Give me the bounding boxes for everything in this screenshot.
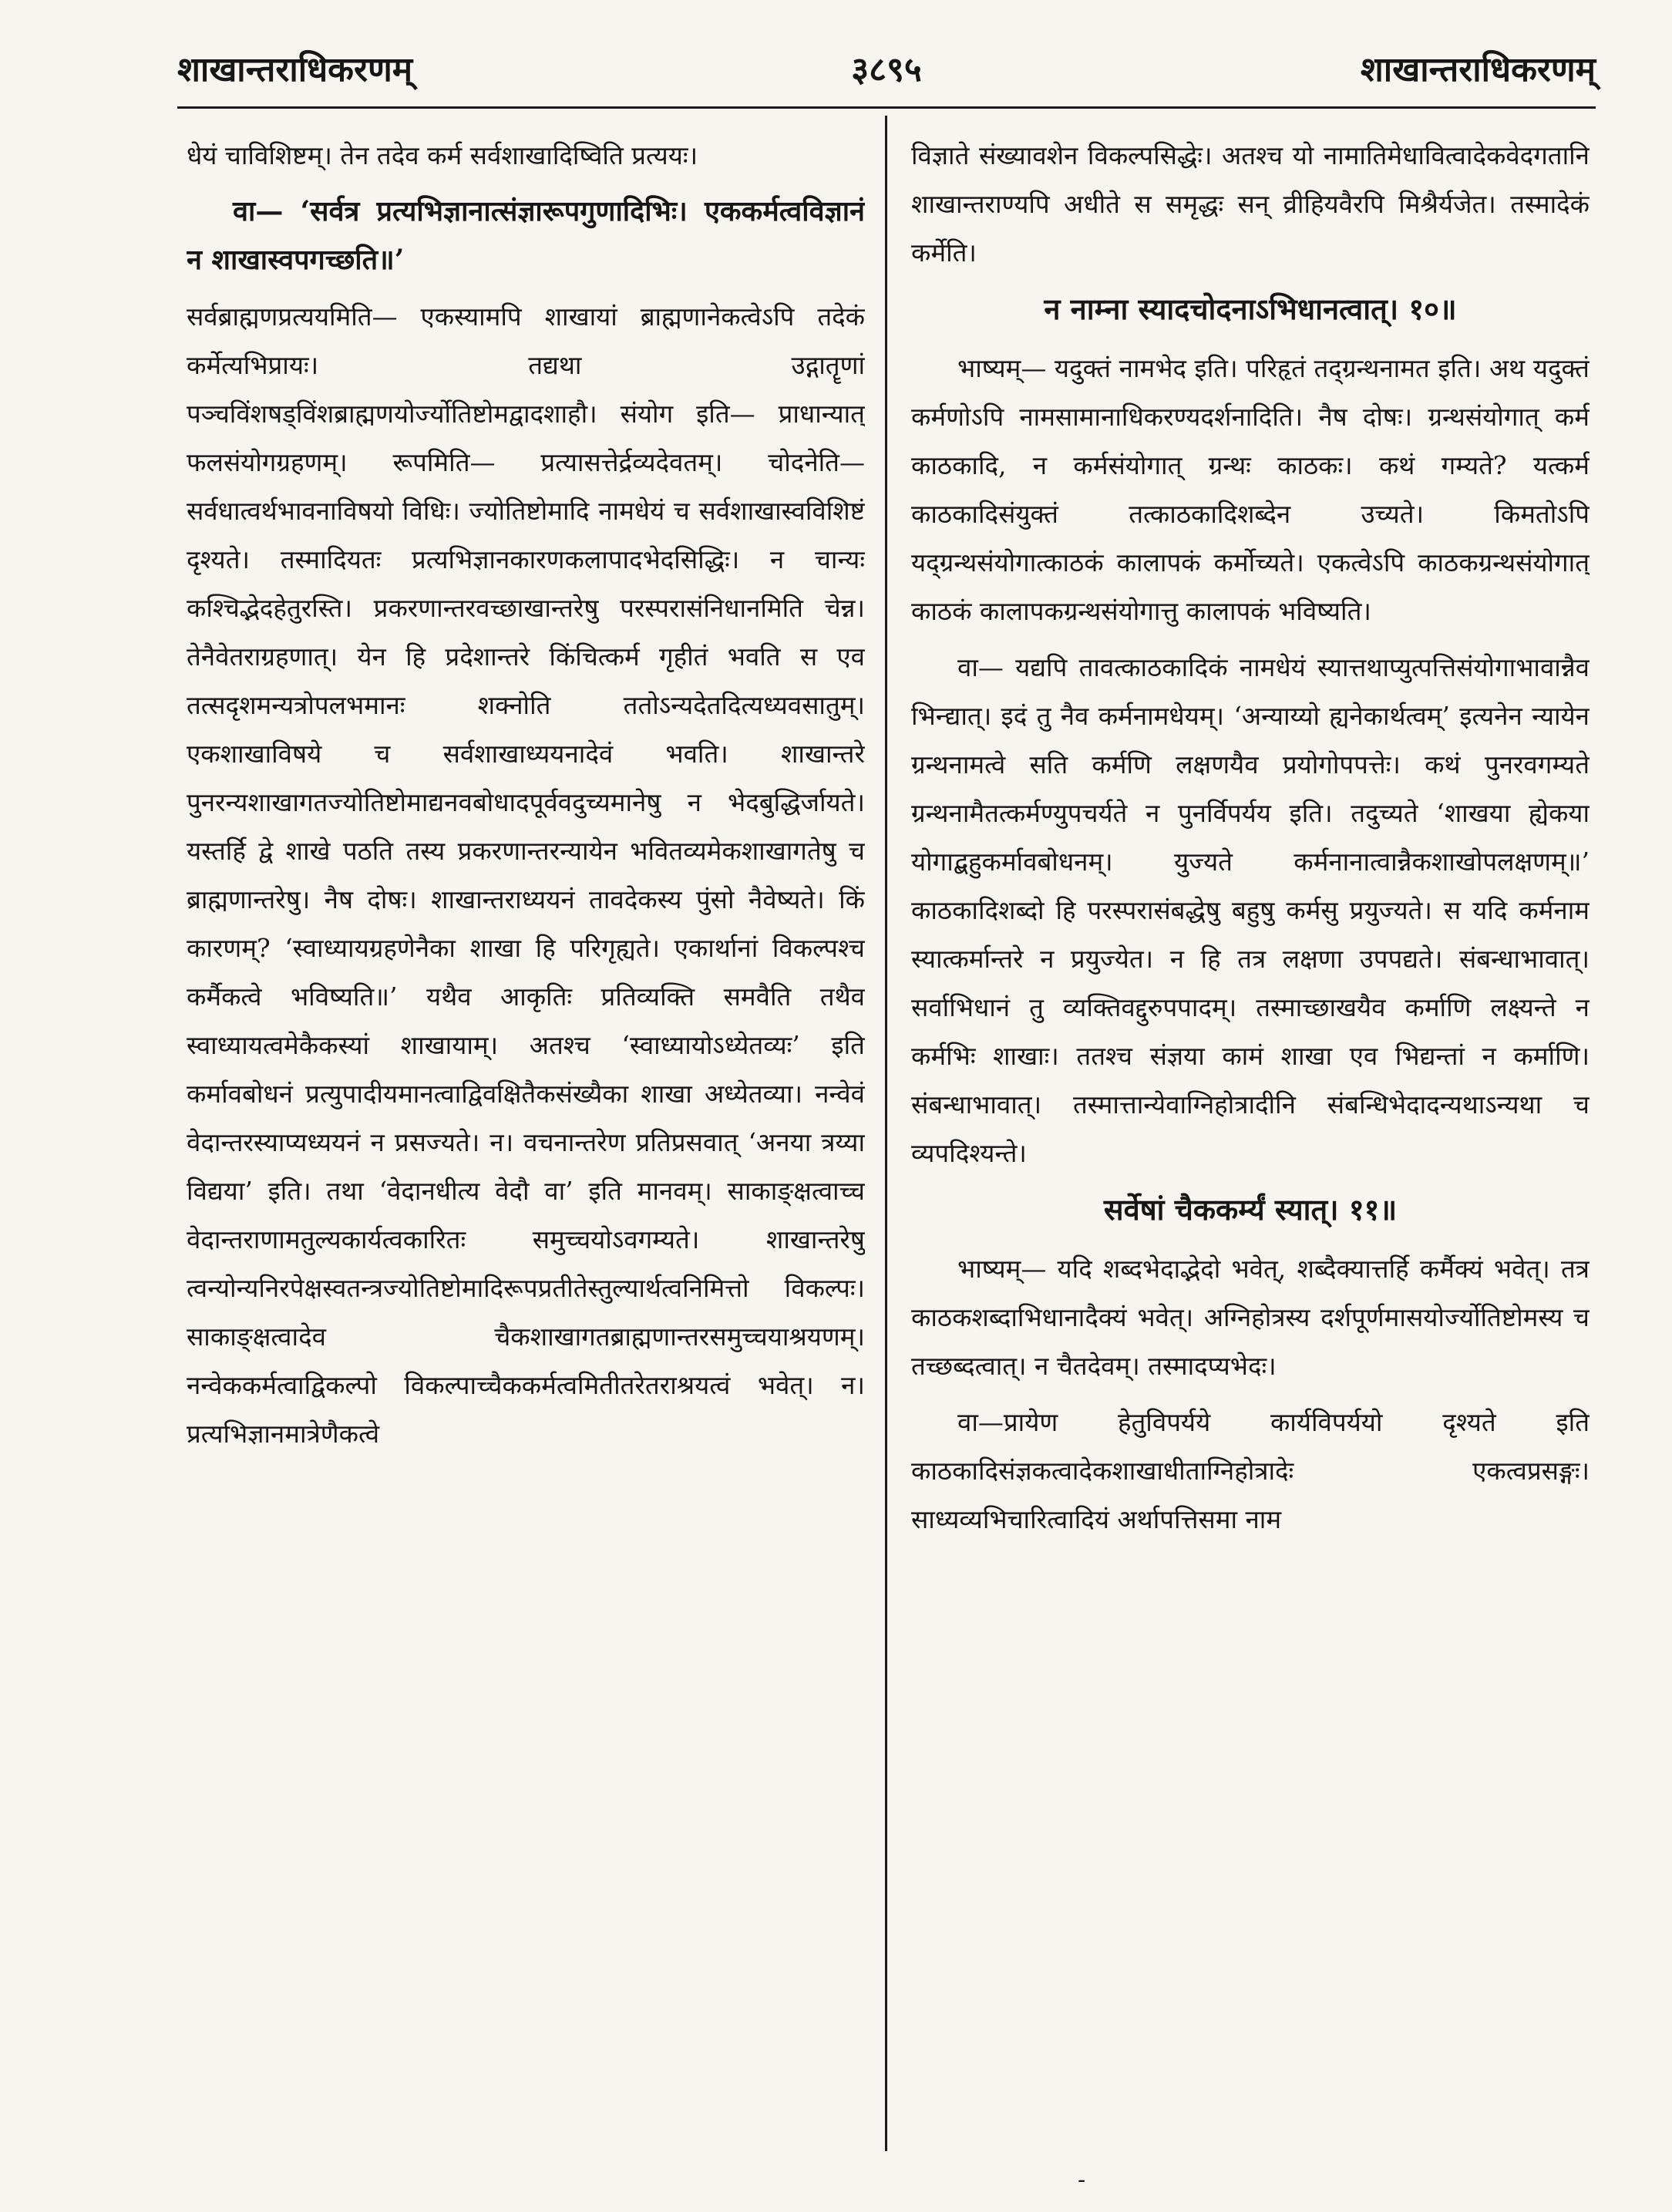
vartika-paragraph: वा—प्रायेण हेतुविपर्यये कार्यविपर्ययो दृश्यते इति काठकादिसंज्ञकत्वादेकशाखाधीताग्निहोत्रादेः एकत्वप्रसङ्गः। साध्यव्यभिचारित्वादियं अर्थापत्तिसमा नाम xyxy=(911,1407,1590,1534)
column-divider xyxy=(885,116,887,2151)
paragraph: सर्वब्राह्मणप्रत्ययमिति— एकस्यामपि शाखायां ब्राह्मणानेकत्वेऽपि तदेकं कर्मेत्यभिप्रायः। तद्यथा उद्गातॄणां पञ्चविंशषड्विंशब्राह्मणयोर्ज्योतिष्टोमद्वादशाहौ। संयोग इति— प्राधान्यात् फलसंयोगग्रहणम्। रूपमिति— प्रत्यासत्तेर्द्रव्यदेवतम्। चोदनेति— सर्वधात्वर्थभावनाविषयो विधिः। ज्योतिष्टोमादि नामधेयं च सर्वशाखास्वविशिष्टं दृश्यते। तस्मादियतः प्रत्यभिज्ञानकारणकलापादभेदसिद्धिः। न चान्यः कश्चिद्भेदहेतुरस्ति। प्रकरणान्तरवच्छाखान्तरेषु परस्परासंनिधानमिति चेन्न। तेनैवेतराग्रहणात्। येन हि प्रदेशान्तरे किंचित्कर्म गृहीतं भवति स एव तत्सदृशमन्यत्रोपलभमानः शक्नोति ततोऽन्यदेतदित्यध्यवसातुम्। एकशाखाविषये च सर्वशाखाध्ययनादेवं भवति। शाखान्तरे पुनरन्यशाखागतज्योतिष्टोमाद्यनवबोधादपूर्ववदुच्यमानेषु न भेदबुद्धिर्जायते। यस्तर्हि द्वे शाखे पठति तस्य प्रकरणान्तरन्यायेन भवितव्यमेकशाखागतेषु च ब्राह्मणान्तरेषु। नैष दोषः। शाखान्तराध्ययनं तावदेकस्य पुंसो नैवेष्यते। किं कारणम्? ‘स्वाध्यायग्रहणेनैका शाखा हि परिगृह्यते। एकार्थानां विकल्पश्च कर्मैकत्वे भविष्यति॥’ यथैव आकृतिः प्रतिव्यक्ति समवैति तथैव स्वाध्यायत्वमेकैकस्यां शाखायाम्। अतश्च ‘स्वाध्यायोऽध्येतव्यः’ इति कर्मावबोधनं प्रत्युपादीयमानत्वाद्विवक्षितैकसंख्यैका शाखा अध्येतव्या। नन्वेवं वेदान्तरस्याप्यध्ययनं न प्रसज्यते। न। वचनान्तरेण प्रतिप्रसवात् ‘अनया त्रय्या विद्यया’ इति। तथा ‘वेदानधीत्य वेदौ वा’ इति मानवम्। साकाङ्क्षत्वाच्च वेदान्तराणामतुल्यकार्यत्वकारितः समुच्चयोऽवगम्यते। शाखान्तरेषु त्वन्योन्यनिरपेक्षस्वतन्त्रज्योतिष्टोमादिरूपप्रतीतेस्तुल्यार्थत्वनिमित्तो विकल्पः। साकाङ्क्षत्वादेव चैकशाखागतब्राह्मणान्तरसमुच्चयाश्रयणम्। नन्वेककर्मत्वाद्विकल्पो विकल्पाच्चैककर्मत्वमितीतरेतराश्रयत्वं भवेत्। न। प्रत्यभिज्ञानमात्रेणैकत्वे xyxy=(187,301,865,1449)
header-title-right: शाखान्तराधिकरणम् xyxy=(1360,50,1596,89)
paragraph: धेयं चाविशिष्टम्। तेन तदेव कर्म सर्वशाखादिष्विति प्रत्ययः। xyxy=(187,140,698,170)
running-header xyxy=(177,45,1596,99)
left-column xyxy=(187,131,865,2167)
vartika-paragraph: वा— यद्यपि तावत्काठकादिकं नामधेयं स्यात्तथाप्युत्पत्तिसंयोगाभावान्नैव भिन्द्यात्। इदं तु नैव कर्मनामधेयम्। ‘अन्याय्यो ह्यनेकार्थत्वम्’ इत्यनेन न्यायेन ग्रन्थनामत्वे सति कर्मणि लक्षणयैव प्रयोगोपपत्तेः। कथं पुनरवगम्यते ग्रन्थनामैतत्कर्मण्युपचर्यते न पुनर्विपर्यय इति। तदुच्यते ‘शाखया ह्येकया योगाद्बहुकर्मावबोधनम्। युज्यते कर्मनानात्वान्नैकशाखोपलक्षणम्॥’ काठकादिशब्दो हि परस्परासंबद्धेषु बहुषु कर्मसु प्रयुज्यते। स यदि कर्मनाम स्यात्कर्मान्तरे न प्रयुज्येत। न हि तत्र लक्षणा उपपद्यते। संबन्धाभावात्। सर्वाभिधानं तु व्यक्तिवद्दुरुपपादम्। तस्माच्छाखयैव कर्माणि लक्ष्यन्ते न कर्मभिः शाखाः। ततश्च संज्ञया कामं शाखा एव भिद्यन्तां न कर्माणि। संबन्धाभावात्। तस्मात्तान्येवाग्निहोत्रादीनि संबन्धिभेदादन्यथाऽन्यथा च व्यपदिश्यन्ते। xyxy=(911,652,1590,1168)
sutra-heading: न नाम्ना स्यादचोदनाऽभिधानत्वात्। १०॥ xyxy=(1044,291,1457,326)
sutra-heading: सर्वेषां चैककर्म्यं स्यात्। ११॥ xyxy=(1103,1192,1398,1227)
page-number: ३८९५ xyxy=(851,50,922,89)
verse-quote: वा— ‘सर्वत्र प्रत्यभिज्ञानात्संज्ञारूपगुणादिभिः। एककर्मत्वविज्ञानं न शाखास्वपगच्छति॥’ xyxy=(187,195,865,276)
bhashya-paragraph: भाष्यम्— यदि शब्दभेदाद्भेदो भवेत्, शब्दैक्यात्तर्हि कर्मैक्यं भवेत्। तत्र काठकशब्दाभिधानादैक्यं भवेत्। अग्निहोत्रस्य दर्शपूर्णमासयोर्ज्योतिष्टोमस्य च तच्छब्दत्वात्। न चैतदेवम्। तस्मादप्यभेदः। xyxy=(911,1254,1590,1381)
header-title-left: शाखान्तराधिकरणम् xyxy=(177,50,413,89)
right-column xyxy=(911,131,1590,2167)
bhashya-paragraph: भाष्यम्— यदुक्तं नामभेद इति। परिहृतं तद्ग्रन्थनामत इति। अथ यदुक्तं कर्मणोऽपि नामसामानाधिकरण्यदर्शनादिति। नैष दोषः। ग्रन्थसंयोगात् कर्म काठकादि, न कर्मसंयोगात् ग्रन्थः काठकः। कथं गम्यते? यत्कर्म काठकादिसंयुक्तं तत्काठकादिशब्देन उच्यते। किमतोऽपि यद्ग्रन्थसंयोगात्काठकं कालापकं कर्मोच्यते। एकत्वेऽपि काठकग्रन्थसंयोगात् काठकं कालापकग्रन्थसंयोगात्तु कालापकं भविष्यति। xyxy=(911,353,1590,626)
footer-mark: - xyxy=(1078,2167,1086,2193)
header-rule xyxy=(177,106,1596,109)
paragraph: विज्ञाते संख्यावशेन विकल्पसिद्धेः। अतश्च यो नामातिमेधावित्वादेकवेदगतानि शाखान्तराण्यपि अधीते स समृद्धः सन् व्रीहियवैरपि मिश्रैर्यजेत। तस्मादेकं कर्मेति। xyxy=(911,140,1590,268)
